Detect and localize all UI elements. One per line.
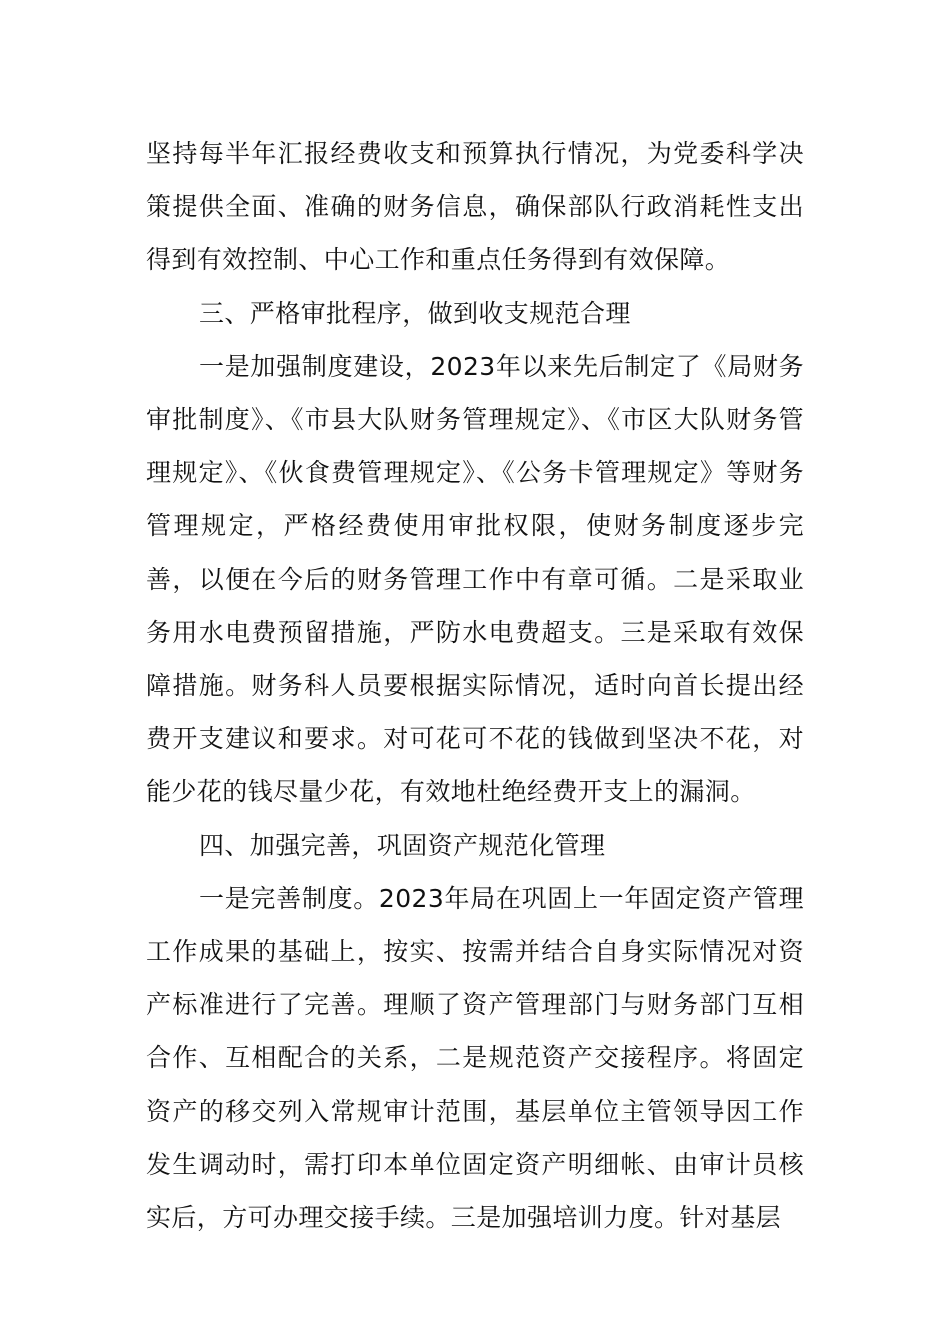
paragraph-asset-management: 一是完善制度。2023年局在巩固上一年固定资产管理工作成果的基础上，按实、按需并结合自身实际情况对资产标准进行了完善。理顺了资产管理部门与财务部门互相合作、互相配合的关系，二是规范资产交接程序。将固定资产的移交列入常规审计范围，基层单位主管领导因工作发生调动时，需打印本单位固定资产明细帐、由审计员核实后，方可办理交接手续。三是加强培训力度。针对基层: [146, 883, 804, 1233]
paragraph-budget-reporting: 坚持每半年汇报经费收支和预算执行情况，为党委科学决策提供全面、准确的财务信息，确保部队行政消耗性支出得到有效控制、中心工作和重点任务得到有效保障。: [146, 139, 804, 275]
document-body: [146, 127, 804, 1244]
paragraph-approval-rules: 一是加强制度建设，2023年以来先后制定了《局财务审批制度》、《市县大队财务管理规定》、《市区大队财务管理规定》、《伙食费管理规定》、《公务卡管理规定》等财务管理规定，严格经费使用审批权限，使财务制度逐步完善，以便在今后的财务管理工作中有章可循。二是采取业务用水电费预留措施，严防水电费超支。三是采取有效保障措施。财务科人员要根据实际情况，适时向首长提出经费开支建议和要求。对可花可不花的钱做到坚决不花，对能少花的钱尽量少花，有效地杜绝经费开支上的漏洞。: [146, 351, 804, 807]
section-heading-assets: 四、加强完善，巩固资产规范化管理: [199, 830, 606, 860]
section-heading-approval: 三、严格审批程序，做到收支规范合理: [199, 298, 631, 328]
